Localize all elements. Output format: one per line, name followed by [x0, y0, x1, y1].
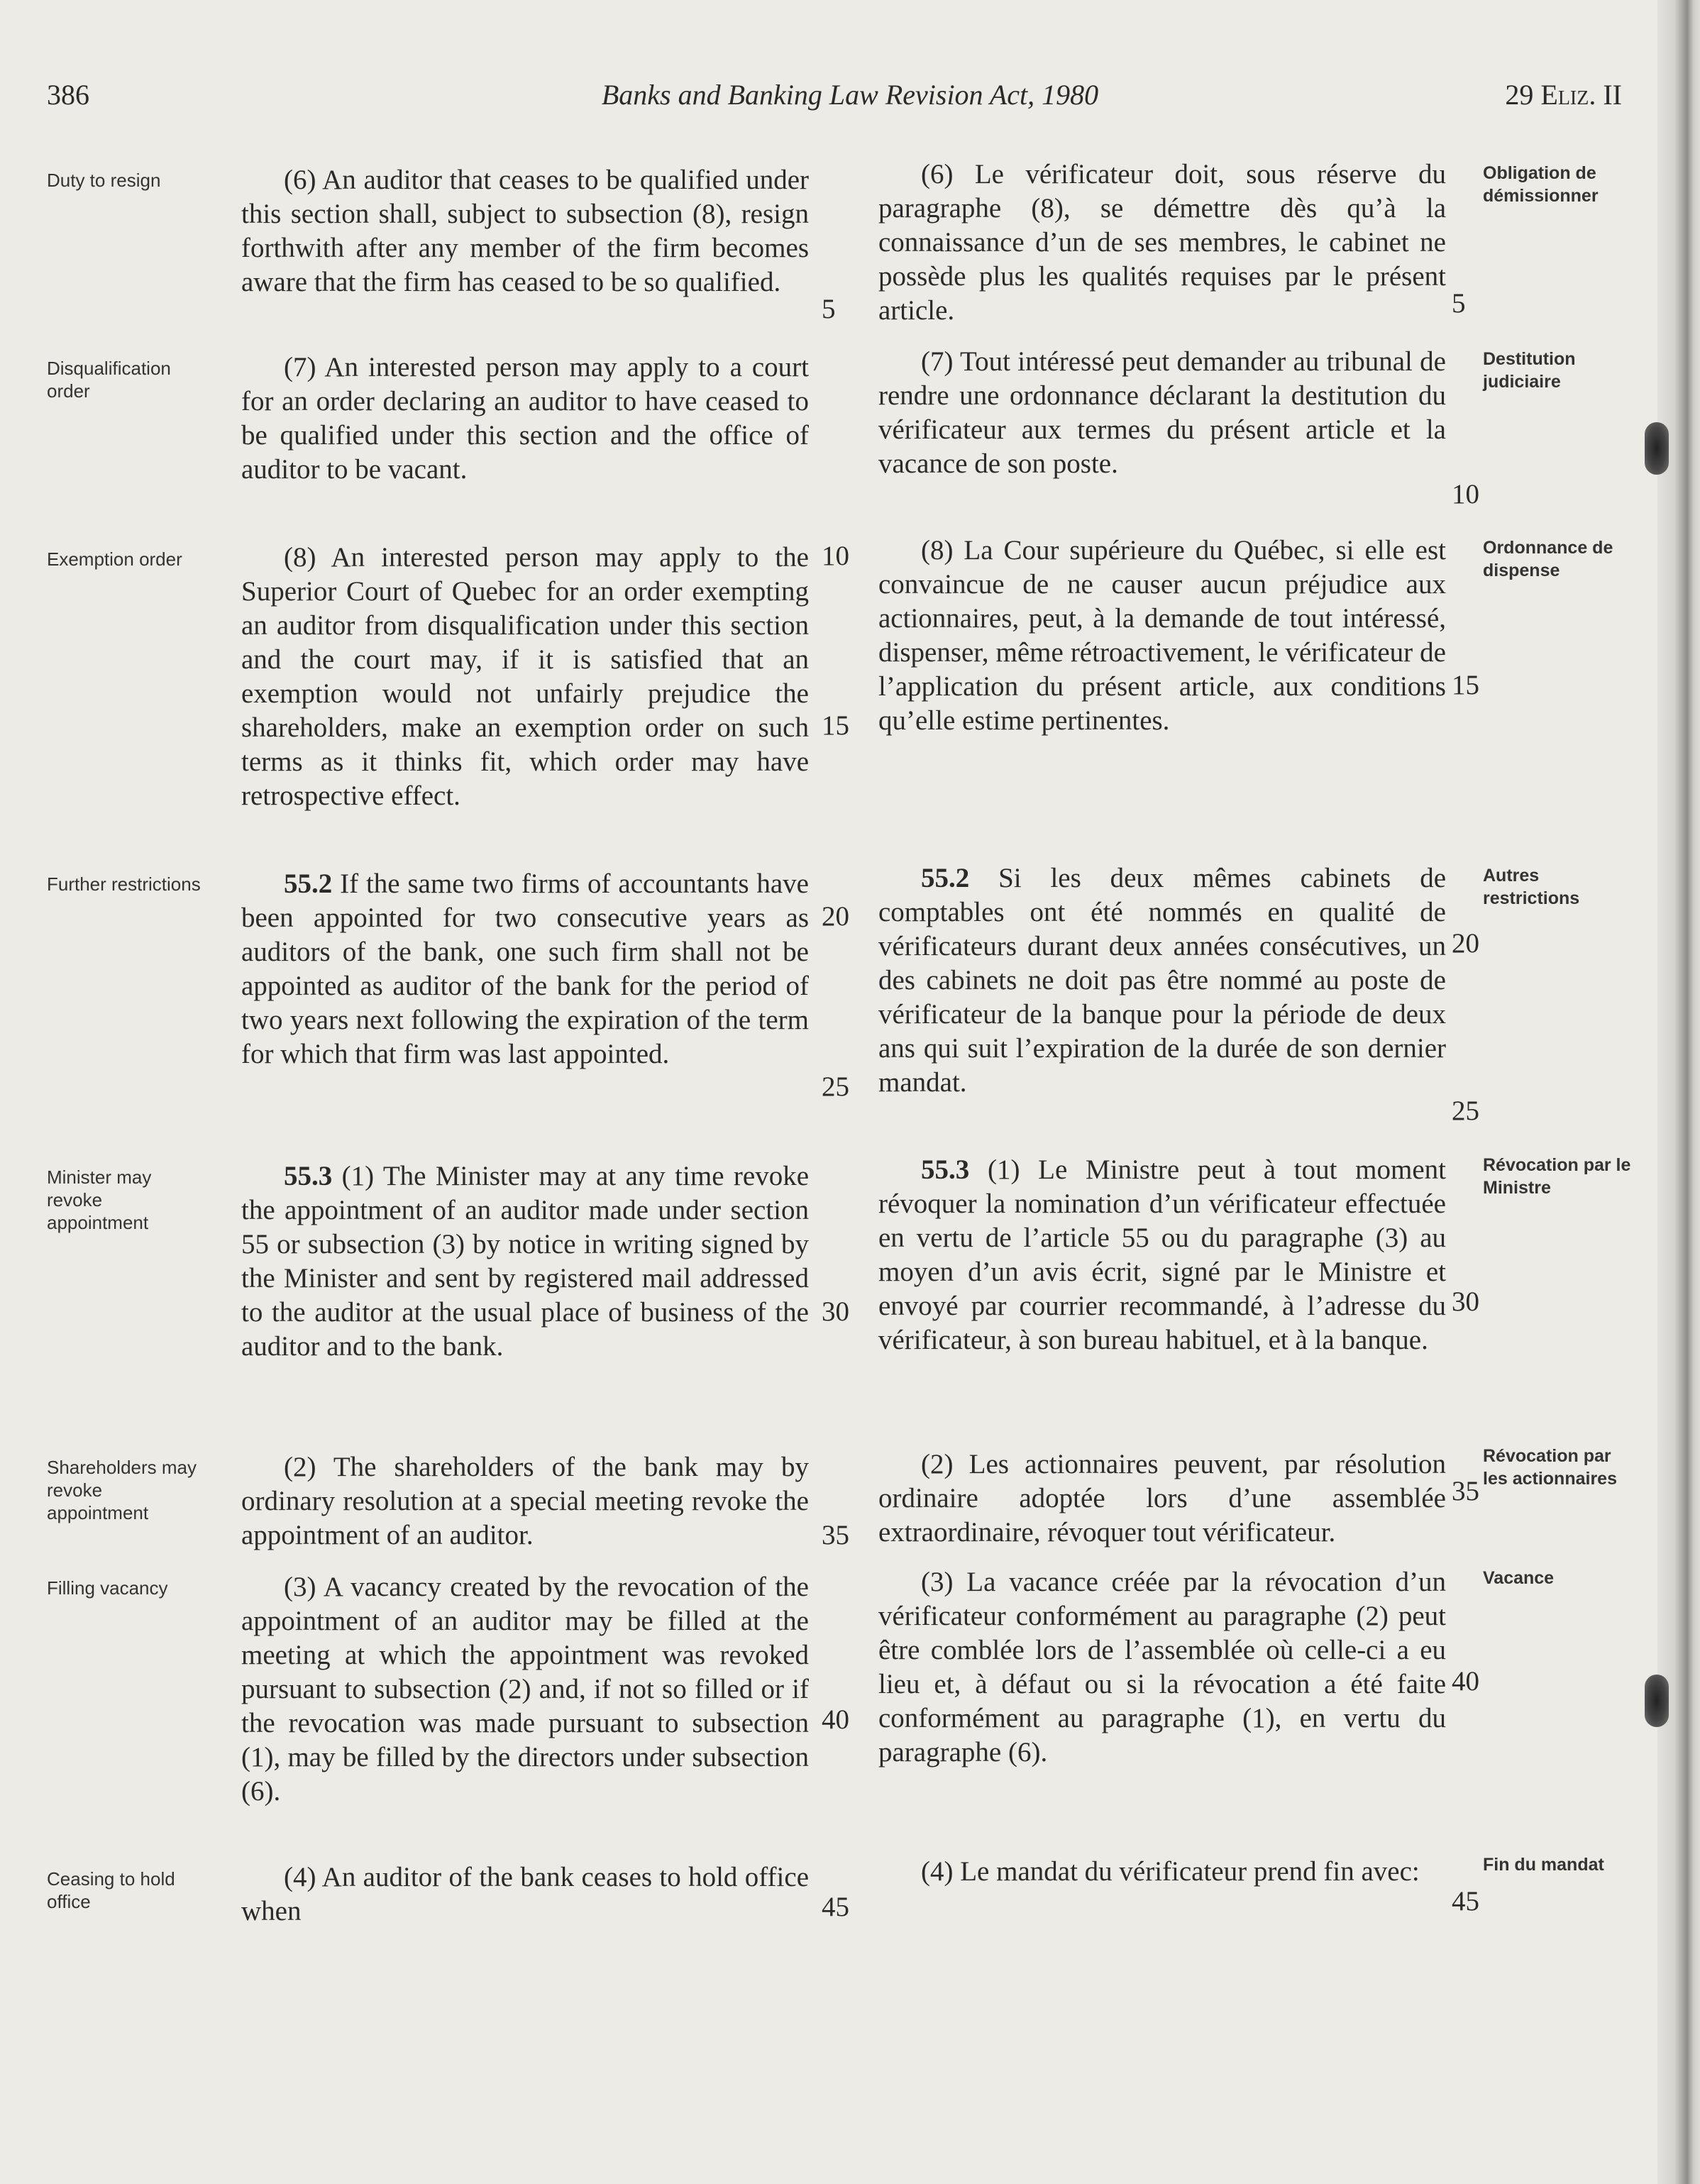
sidenote-fr: Destitution judiciaire: [1483, 349, 1576, 392]
line-number-fr: 10: [1452, 479, 1479, 509]
line-number-en: 20: [822, 901, 849, 932]
page-binding-edge: [1657, 0, 1700, 2184]
binding-hole-bottom: [1645, 1675, 1669, 1727]
line-number-fr: 15: [1452, 670, 1479, 700]
sidenote-en: Minister may revoke appointment: [47, 1167, 152, 1233]
line-number-fr: 5: [1452, 288, 1466, 319]
french-paragraph: (2) Les actionnaires peuvent, par résolution ordinaire adoptée lors d’une assemblée extraordinaire, révoquer tout vérificateur.: [878, 1449, 1446, 1548]
sidenote-fr: Autres restrictions: [1483, 866, 1580, 908]
sidenote-en: Duty to resign: [47, 170, 161, 191]
sidenote-en: Ceasing to hold office: [47, 1868, 175, 1912]
sidenote-fr: Vacance: [1483, 1568, 1555, 1588]
line-number-en: 30: [822, 1296, 849, 1327]
line-number-en: 45: [822, 1892, 849, 1922]
english-paragraph: (2) The shareholders of the bank may by ordinary resolution at a special meeting revoke the appointment of an auditor.: [241, 1452, 809, 1550]
line-number-fr: 45: [1452, 1886, 1479, 1916]
line-number-en: 25: [822, 1071, 849, 1102]
english-paragraph: (4) An auditor of the bank ceases to hold office when: [241, 1862, 809, 1926]
english-paragraph: (8) An interested person may apply to the Superior Court of Quebec for an order exempting an auditor from disqualification under this section and the court may, if it is satisfied that an exemption would not unfairly prejudice the shareholders, make an exemption order on such terms as it thinks fit, which order may have retrospective effect.: [241, 542, 809, 811]
binding-hole-top: [1645, 422, 1669, 475]
sidenote-fr: Ordonnance de dispense: [1483, 538, 1613, 580]
volume-label: 29 Eliz. II: [1505, 79, 1622, 111]
french-paragraph: (4) Le mandat du vérificateur prend fin avec:: [921, 1856, 1420, 1887]
line-number-en: 15: [822, 710, 849, 741]
line-number-en: 40: [822, 1704, 849, 1735]
sidenote-en: Exemption order: [47, 548, 182, 570]
sidenote-en: Disqualification order: [47, 358, 171, 402]
english-paragraph: (6) An auditor that ceases to be qualified under this section shall, subject to subsection (8), resign forthwith after any member of the firm becomes aware that the firm has ceased to be so qualified.: [241, 165, 809, 297]
line-number-fr: 40: [1452, 1666, 1479, 1697]
line-number-fr: 25: [1452, 1096, 1479, 1126]
english-section-55-3: 55.3 (1) The Minister may at any time revoke the appointment of an auditor made under section 55 or subsection (3) by notice in writing signed by the Minister and sent by registered mail addressed to the auditor at the usual place of business of the auditor and to the bank.: [241, 1161, 810, 1362]
sidenote-fr: Obligation de démissionner: [1483, 163, 1599, 206]
line-number-en: 10: [822, 541, 849, 571]
sidenote-fr: Fin du mandat: [1483, 1855, 1604, 1875]
french-paragraph: (6) Le vérificateur doit, sous réserve du paragraphe (8), se démettre dès qu’à la connaissance d’un de ses membres, le cabinet ne possède plus les qualités requises par le présent article.: [878, 159, 1446, 326]
line-number-en: 35: [822, 1520, 849, 1550]
french-paragraph: (8) La Cour supérieure du Québec, si elle est convaincue de ne causer aucun préjudice aux actionnaires, peut, à la demande de tout intéressé, dispenser, même rétroactivement, le vérificateur de l’application du présent article, aux conditions qu’elle estime pertinentes.: [878, 535, 1446, 736]
sidenote-fr: Révocation par le Ministre: [1483, 1155, 1631, 1198]
sidenote-en: Further restrictions: [47, 873, 201, 895]
sidenote-fr: Révocation par les actionnaires: [1483, 1446, 1617, 1489]
french-section-55-3: 55.3 (1) Le Ministre peut à tout moment révoquer la nomination d’un vérificateur effectuée en vertu de l’article 55 ou du paragraphe (3) au moyen d’un avis écrit, signé par le Ministre et envoyé par courrier recommandé, à l’adresse du vérificateur, à son bureau habituel, et à la banque.: [878, 1154, 1446, 1355]
english-section-55-2: 55.2 If the same two firms of accountants have been appointed for two consecutive years as auditors of the bank, one such firm shall not be appointed as auditor of the bank for the period of two years next following the expiration of the term for which that firm was last appointed.: [241, 868, 809, 1069]
english-paragraph: (3) A vacancy created by the revocation of the appointment of an auditor may be filled at the meeting at which the appointment was revoked pursuant to subsection (2) and, if not so filled or if the revocation was made pursuant to subsection (1), may be filled by the directors under subsection (6).: [241, 1572, 809, 1807]
english-paragraph: (7) An interested person may apply to a court for an order declaring an auditor to have ceased to be qualified under this section and the office of auditor to be vacant.: [241, 352, 809, 485]
sidenote-en: Shareholders may revoke appointment: [47, 1457, 197, 1523]
sidenote-en: Filling vacancy: [47, 1577, 168, 1599]
line-number-en: 5: [822, 294, 836, 324]
running-title: Banks and Banking Law Revision Act, 1980: [601, 79, 1099, 111]
line-number-fr: 35: [1452, 1476, 1479, 1506]
french-paragraph: (3) La vacance créée par la révocation d’un vérificateur conformément au paragraphe (2) peut être comblée lors de l’assemblée où celle-ci a eu lieu et, à défaut ou si la révocation a été faite conformément au paragraphe (1), en vertu du paragraphe (6).: [878, 1567, 1446, 1767]
french-paragraph: (7) Tout intéressé peut demander au tribunal de rendre une ordonnance déclarant la destitution du vérificateur aux termes du présent article et la vacance de son poste.: [878, 346, 1446, 479]
french-section-55-2: 55.2 Si les deux mêmes cabinets de comptables ont été nommés en qualité de vérificateurs durant deux années consécutives, un des cabinets ne doit pas être nommé au poste de vérificateur de la banque pour la période de deux ans qui suit l’expiration de la durée de son dernier mandat.: [878, 863, 1447, 1098]
line-number-fr: 30: [1452, 1286, 1479, 1317]
line-number-fr: 20: [1452, 928, 1479, 959]
page-number: 386: [47, 79, 89, 111]
